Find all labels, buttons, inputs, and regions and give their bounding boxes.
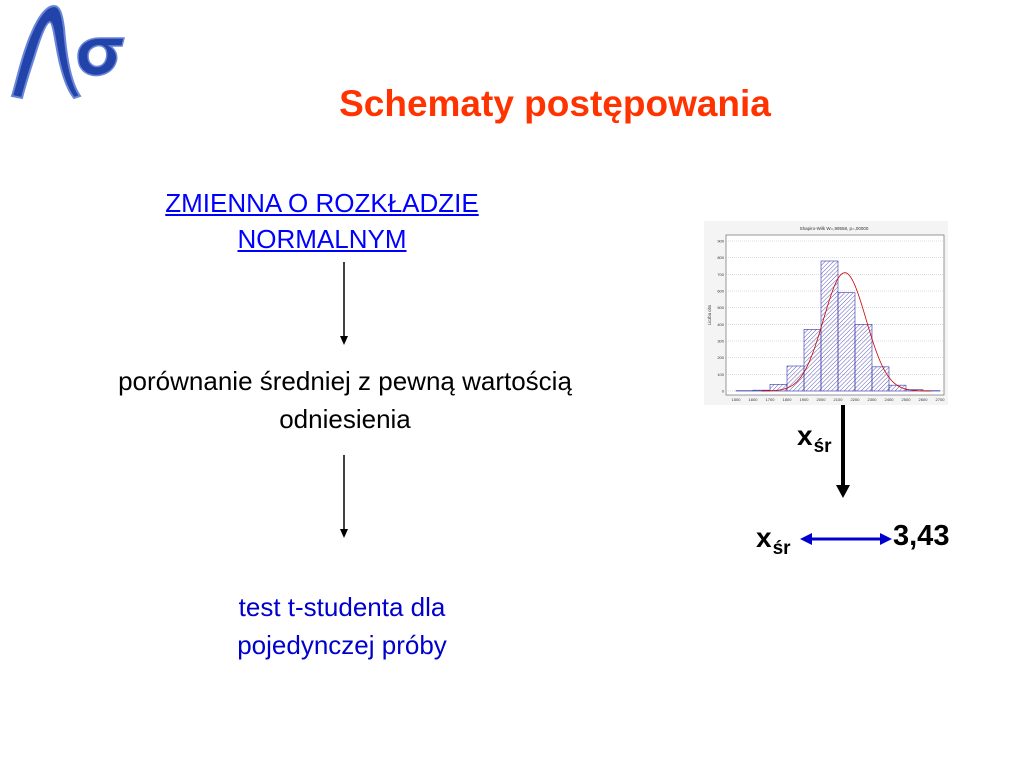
y-tick-label: 0 xyxy=(721,388,724,394)
x-tick-label: 2400 xyxy=(884,397,894,402)
y-tick-label: 600 xyxy=(717,288,724,294)
down-arrow-icon xyxy=(336,455,352,539)
x-tick-label: 2000 xyxy=(816,397,826,402)
mean-label-top: $x_{śr}$ xyxy=(797,420,832,457)
y-axis-label: Liczba obs xyxy=(707,304,712,326)
y-tick-label: 300 xyxy=(717,338,724,344)
comparison-line-1: porównanie średniej z pewną wartością xyxy=(118,366,572,396)
histogram-chart xyxy=(704,221,948,405)
down-arrow-icon xyxy=(336,262,352,346)
x-tick-label: 1500 xyxy=(731,397,741,402)
x-tick-label: 2500 xyxy=(901,397,911,402)
histogram-bar xyxy=(804,329,821,391)
link-line-1[interactable]: ZMIENNA O ROZKŁADZIE xyxy=(165,188,479,218)
x-tick-label: 2100 xyxy=(833,397,843,402)
mean-label-bottom: $x_{śr}$ xyxy=(756,522,791,559)
down-arrow-icon xyxy=(835,405,851,499)
y-tick-label: 400 xyxy=(717,321,724,327)
comparison-description xyxy=(20,362,670,438)
x-tick-label: 1800 xyxy=(782,397,792,402)
x-tick-label: 1900 xyxy=(799,397,809,402)
x-tick-label: 2300 xyxy=(867,397,877,402)
chart-title: Shapiro-Wilk W=,99558, p=,00000 xyxy=(799,226,869,231)
page-title: Schematy postępowania xyxy=(339,83,771,124)
y-tick-label: 900 xyxy=(717,238,724,244)
x-tick-label: 2600 xyxy=(918,397,928,402)
test-line-1: test t-studenta dla xyxy=(238,592,446,622)
link-line-2[interactable]: NORMALNYM xyxy=(237,224,407,254)
y-tick-label: 500 xyxy=(717,305,724,311)
x-tick-label: 1700 xyxy=(765,397,775,402)
x-tick-label: 2200 xyxy=(850,397,860,402)
histogram-bar xyxy=(872,367,889,391)
x-tick-label: 2700 xyxy=(935,397,945,402)
y-tick-label: 800 xyxy=(717,255,724,261)
y-tick-label: 700 xyxy=(717,271,724,277)
test-name xyxy=(92,588,592,664)
x-tick-label: 1600 xyxy=(748,397,758,402)
double-arrow-icon xyxy=(800,530,892,548)
reference-value: 3,43 xyxy=(893,520,950,552)
histogram-bar xyxy=(821,261,838,391)
comparison-line-2: odniesienia xyxy=(279,404,411,434)
y-tick-label: 200 xyxy=(717,355,724,361)
test-line-2: pojedynczej próby xyxy=(237,630,447,660)
y-tick-label: 100 xyxy=(717,371,724,377)
histogram-bar xyxy=(838,293,855,391)
histogram-bar xyxy=(855,324,872,391)
normal-distribution-link[interactable] xyxy=(72,185,572,257)
